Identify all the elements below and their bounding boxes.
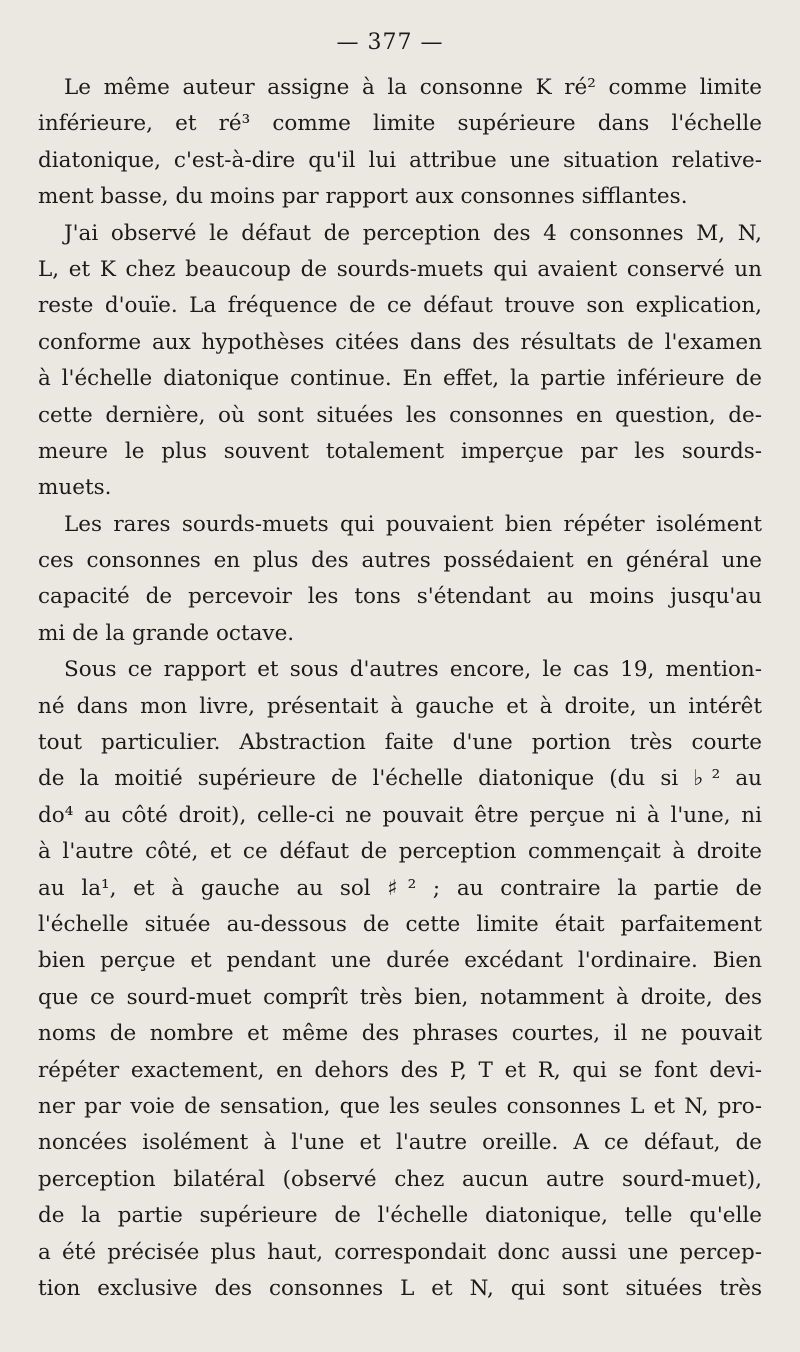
text-line: reste d'ouïe. La fréquence de ce défaut trouve son explication, (38, 293, 762, 319)
text-line: do⁴ au côté droit), celle-ci ne pouvait être perçue ni à l'une, ni (38, 802, 762, 828)
text-line: de la moitié supérieure de l'échelle diatonique (du si ♭² au (38, 766, 762, 792)
text-line: tout particulier. Abstraction faite d'une portion très courte (38, 730, 762, 756)
text-line: que ce sourd-muet comprît très bien, notamment à droite, des (38, 984, 762, 1010)
text-line: a été précisée plus haut, correspondait donc aussi une percep- (38, 1239, 762, 1265)
text-line: inférieure, et ré³ comme limite supérieure dans l'échelle (38, 111, 762, 137)
body-text (38, 70, 762, 1307)
text-line: tion exclusive des consonnes L et N, qui sont situées très (38, 1275, 762, 1301)
text-line: ces consonnes en plus des autres possédaient en général une (38, 548, 762, 574)
text-line: L, et K chez beaucoup de sourds-muets qui avaient conservé un (38, 256, 762, 282)
text-line: conforme aux hypothèses citées dans des résultats de l'examen (38, 329, 762, 355)
text-line: diatonique, c'est-à-dire qu'il lui attribue une situation relative- (38, 147, 762, 173)
text-line: mi de la grande octave. (38, 620, 295, 646)
text-line: perception bilatéral (observé chez aucun autre sourd-muet), (38, 1166, 762, 1192)
text-line: meure le plus souvent totalement imperçue par les sourds- (38, 438, 762, 464)
text-line: répéter exactement, en dehors des P, T et R, qui se font devi- (38, 1057, 762, 1083)
text-line: à l'autre côté, et ce défaut de perception commençait à droite (38, 839, 762, 865)
text-line: né dans mon livre, présentait à gauche et à droite, un intérêt (38, 693, 762, 719)
text-line: muets. (38, 475, 112, 501)
text-line: noms de nombre et même des phrases courtes, il ne pouvait (38, 1021, 762, 1047)
text-line: capacité de percevoir les tons s'étendant au moins jusqu'au (38, 584, 762, 610)
text-line: de la partie supérieure de l'échelle diatonique, telle qu'elle (38, 1203, 762, 1229)
text-line: Les rares sourds-muets qui pouvaient bien répéter isolément (64, 511, 762, 537)
text-line: noncées isolément à l'une et l'autre oreille. A ce défaut, de (38, 1130, 762, 1156)
text-line: Sous ce rapport et sous d'autres encore, le cas 19, mention- (64, 657, 762, 683)
text-line: au la¹, et à gauche au sol ♯² ; au contraire la partie de (38, 875, 762, 901)
text-line: Le même auteur assigne à la consonne K ré² comme limite (64, 75, 762, 100)
page-number: — 377 — (336, 30, 444, 55)
text-line: l'échelle située au-dessous de cette limite était parfaitement (38, 911, 762, 937)
text-line: cette dernière, où sont situées les consonnes en question, de- (38, 402, 762, 428)
text-line: ner par voie de sensation, que les seules consonnes L et N, pro- (38, 1093, 762, 1119)
text-line: J'ai observé le défaut de perception des 4 consonnes M, N, (64, 220, 762, 246)
text-line: à l'échelle diatonique continue. En effet, la partie inférieure de (38, 366, 762, 392)
text-line: bien perçue et pendant une durée excédant l'ordinaire. Bien (38, 948, 762, 974)
text-line: ment basse, du moins par rapport aux consonnes sifflantes. (38, 184, 688, 210)
